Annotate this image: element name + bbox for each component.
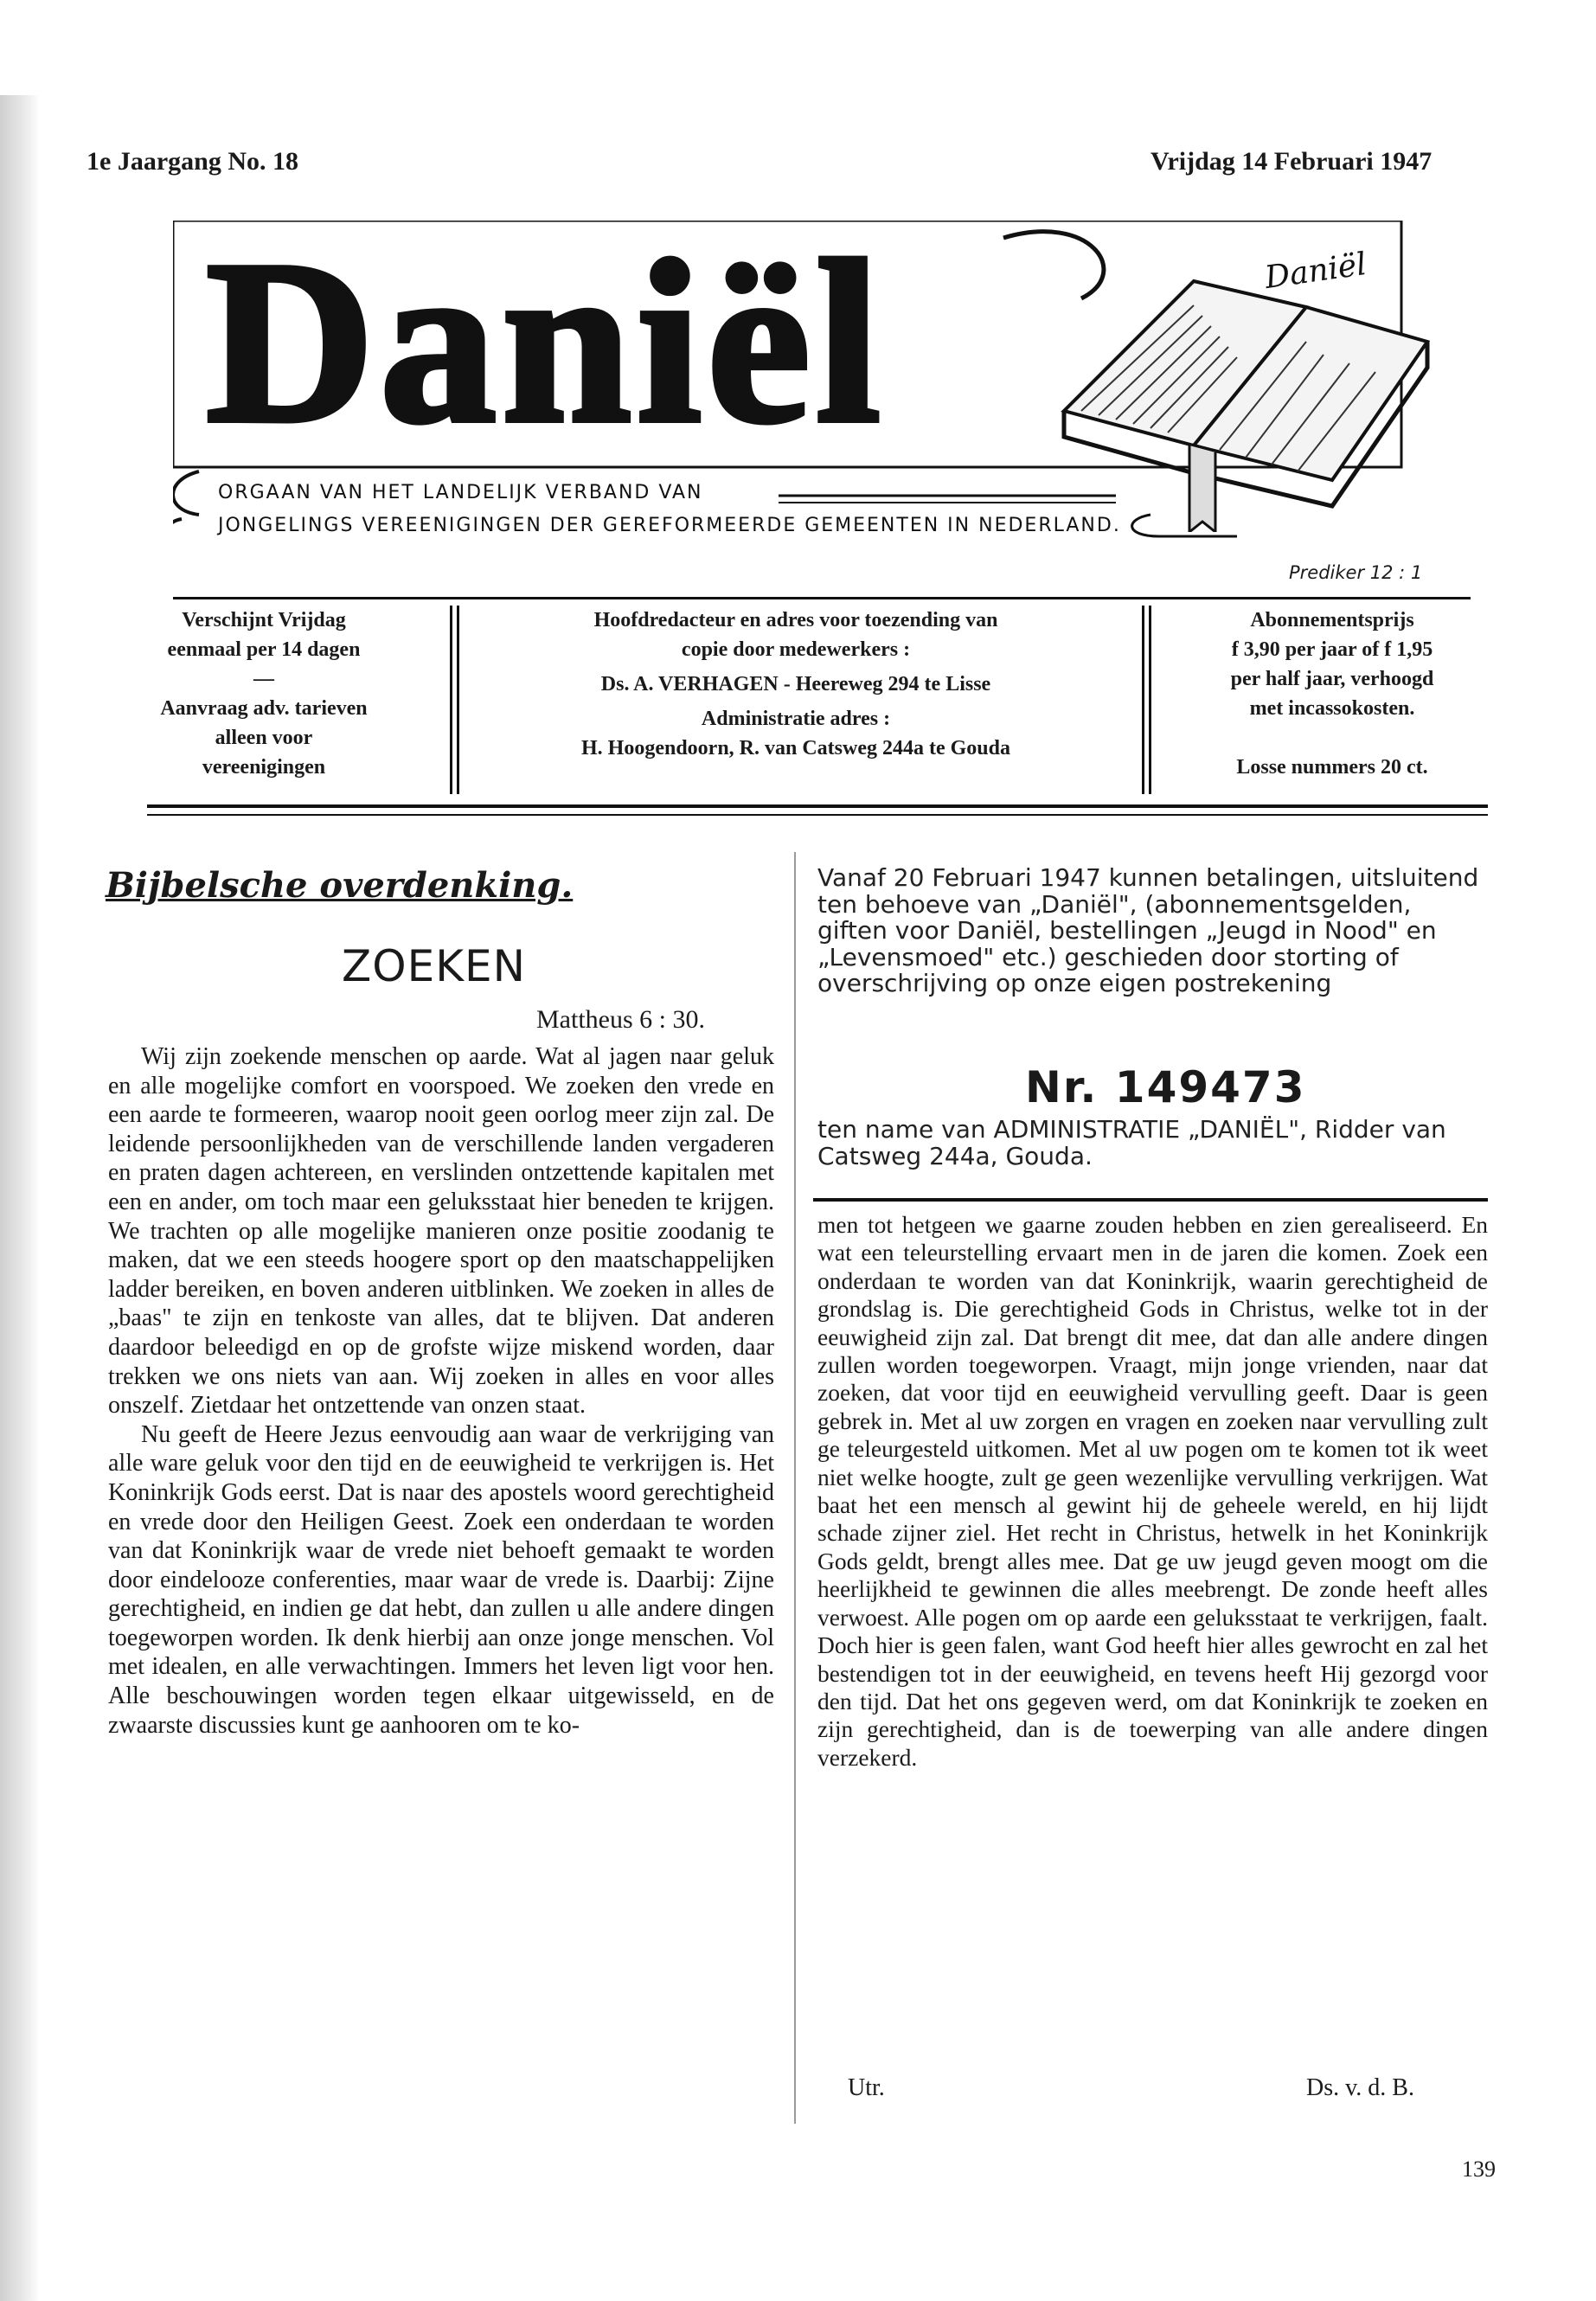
open-bible-illustration	[1047, 247, 1445, 532]
masthead	[173, 213, 1453, 541]
info-middle-line: copie door medewerkers :	[681, 638, 911, 661]
info-right	[1168, 606, 1497, 782]
info-divider-right	[1142, 606, 1151, 794]
article-title: ZOEKEN	[342, 941, 526, 991]
info-left-line: vereenigingen	[202, 756, 326, 779]
issue-date: Vrijdag 14 Februari 1947	[1151, 147, 1433, 176]
info-middle-line: Administratie adres :	[701, 708, 891, 730]
article-paragraph: men tot hetgeen we gaarne zouden hebben en zien gerealiseerd. En wat een teleurstelling ervaart men in de jaren die komen. Zoek een onderdaan te worden van dat Koninkrijk, waarin gerechtigheid de grondslag is. Die gerechtigheid Gods in Christus, welke tot in der eeuwigheid zijn zal. Dat brengt dit mee, dat dan alle andere dingen zullen worden toegeworpen. Vraagt, mijn jonge vrienden, naar dat zoeken, dat voor tijd en eeuwigheid vervulling geeft. Daar is geen gebrek in. Met al uw zorgen en vragen en zoeken naar vervulling zult ge teleurgesteld uitkomen. Met al uw pogen om te komen tot ik weet niet welke hoogte, zult ge geen wezenlijke vervulling verkrijgen. Wat baat het een mensch al gewint hij de geheele wereld, en hij lijdt schade zijner ziel. Het recht in Christus, hetwelk in het Koninkrijk Gods geldt, brengt alles mee. Dat ge uw jeugd geven moogt om die heerlijkheid te gewinnen die alles meebrengt. De zonde heeft alles verwoest. Alle pogen om op aarde een geluksstaat te verkrijgen, faalt. Doch hier is geen falen, want God heeft hier alles gewrocht en zal het bestendigen tot in der eeuwigheid, en tevens heeft Hij gezorgd voor den tijd. Dat het ons gegeven werd, om dat Koninkrijk te zoeken en zijn gerechtigheid, dan is de toewerping van alle andere dingen verzekerd.	[817, 1211, 1488, 1771]
masthead-title: Daniël	[206, 213, 887, 471]
scan-edge-shadow	[0, 95, 40, 2301]
book-label: Daniël	[1262, 246, 1369, 297]
signature-name: Ds. v. d. B.	[1306, 2074, 1414, 2101]
info-right-line: per half jaar, verhoogd	[1230, 668, 1434, 690]
info-bottom-rule-2	[147, 814, 1488, 816]
column-divider	[794, 852, 796, 2124]
info-middle-line: H. Hoogendoorn, R. van Catsweg 244a te Gouda	[580, 737, 1011, 760]
article-paragraph: Nu geeft de Heere Jezus eenvoudig aan waar de verkrijging van alle ware geluk voor den tijd en de eeuwigheid te verkrijgen is. Het Koninkrijk Gods eerst. Dat is naar des apostels woord gerechtigheid en vrede door den Heiligen Geest. Zoek een onderdaan te worden van dat Koninkrijk waar de vrede niet behoeft gemaakt te worden door eindelooze conferenties, maar waar de vrede is. Daarbij: Zijne gerechtigheid, en indien ge dat hebt, dan zullen u alle andere dingen toegeworpen worden. Ik denk hierbij aan onze jonge menschen. Vol met idealen, en alle verwachtingen. Immers het leven ligt voor hen. Alle beschouwingen worden tegen elkaar uitgewisseld, en de zwaarste discussies kunt ge aanhooren om te ko-	[108, 1420, 774, 1739]
info-middle	[484, 606, 1107, 763]
info-middle-line: Ds. A. VERHAGEN - Heereweg 294 te Lisse	[600, 673, 991, 695]
info-left	[104, 606, 424, 782]
info-right-line: met incassokosten.	[1249, 697, 1415, 720]
account-holder: ten name van ADMINISTRATIE „DANIËL", Ridder van Catsweg 244a, Gouda.	[817, 1115, 1446, 1170]
account-number: Nr. 149473	[1025, 1062, 1306, 1112]
issue-number: 1e Jaargang No. 18	[87, 147, 298, 176]
info-right-line: Abonnementsprijs	[1250, 609, 1414, 631]
info-middle-line: Hoofdredacteur en adres voor toezending van	[593, 609, 998, 631]
info-bottom-rule-1	[147, 804, 1488, 808]
payment-notice: Vanaf 20 Februari 1947 kunnen betalingen, uitsluitend ten behoeve van „Daniël", (abonnementsgelden, giften voor Daniël, bestellingen „Jeugd in Nood" en „Levensmoed" etc.) geschieden door storting of overschrijving op onze eigen postrekening	[817, 863, 1479, 997]
organ-line-2: JONGELINGS VEREENIGINGEN DER GEREFORMEERDE GEMEENTEN IN NEDERLAND.	[218, 515, 1121, 536]
article-right-column	[817, 1211, 1488, 1772]
article-paragraph: Wij zijn zoekende menschen op aarde. Wat al jagen naar geluk en alle mogelijke comfort en voorspoed. We zoeken den vrede en een aarde te formeeren, waarop nooit geen oorlog meer zijn zal. De leidende persoonlijkheden van de verschillende landen vergaderen en praten dagen achtereen, en verslinden ontzettende kapitalen met een en ander, om toch maar een geluksstaat hier beneden te krijgen. We trachten op alle mogelijke manieren onze positie zoodanig te maken, dat we een steeds hoogere sport op den maatschappelijken ladder bereiken, en boven anderen uitblinken. We zoeken in alles de „baas" te zijn en tenkoste van alles, dat te blijven. Dat anderen daardoor beleedigd en op de grofste wijze miskend worden, daar trekken we ons niets van aan. Wij zoeken in alles en voor alles onszelf. Zietdaar het ontzettende van onzen staat.	[108, 1043, 774, 1420]
info-top-rule	[173, 597, 1471, 599]
info-left-line: alleen voor	[215, 727, 313, 749]
organ-line-1: ORGAAN VAN HET LANDELIJK VERBAND VAN	[218, 482, 703, 503]
info-left-line: eenmaal per 14 dagen	[167, 638, 361, 661]
info-right-line: f 3,90 per jaar of f 1,95	[1231, 638, 1433, 661]
info-right-line: Losse nummers 20 ct.	[1236, 756, 1428, 779]
info-left-line: Aanvraag adv. tarieven	[160, 697, 368, 720]
info-left-line: Verschijnt Vrijdag	[182, 609, 346, 631]
info-right-line	[1168, 723, 1497, 753]
signature-place: Utr.	[848, 2074, 885, 2101]
info-divider-left	[450, 606, 459, 794]
scripture-reference: Mattheus 6 : 30.	[536, 1005, 705, 1034]
page-number: 139	[1462, 2157, 1496, 2182]
notice-rule	[813, 1198, 1488, 1202]
bible-reference: Prediker 12 : 1	[1289, 562, 1423, 583]
article-left-column	[108, 1042, 774, 1740]
section-heading: Bijbelsche overdenking.	[106, 865, 574, 906]
info-left-line: —	[253, 668, 274, 690]
